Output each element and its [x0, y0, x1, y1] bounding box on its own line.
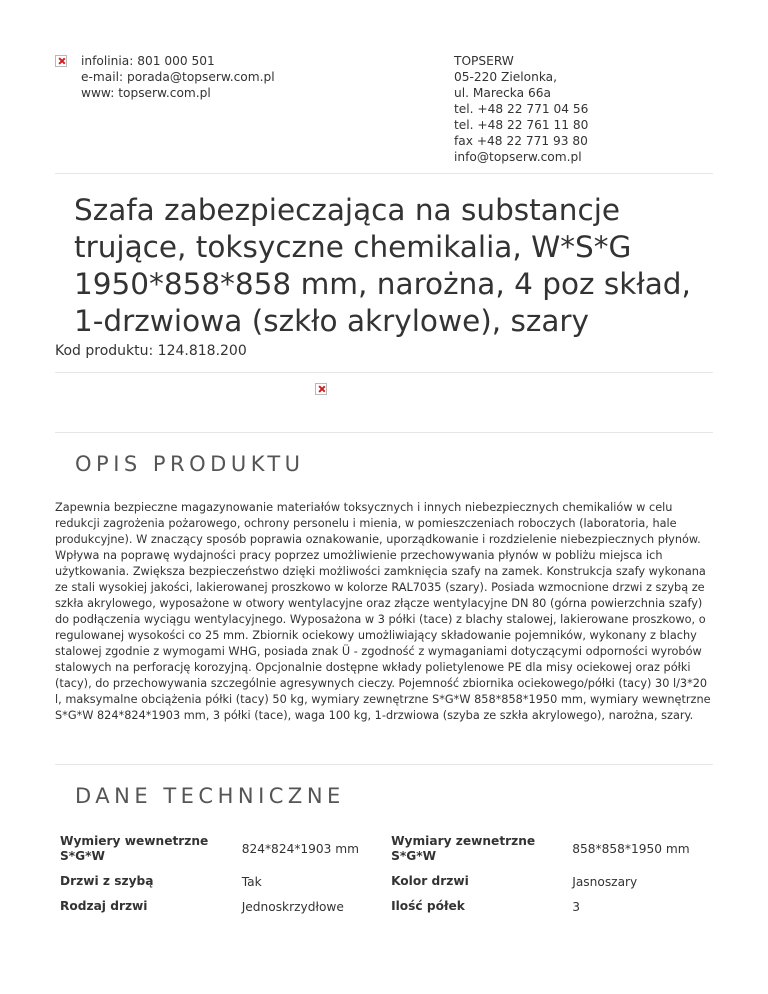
- spec-value: Tak: [241, 874, 262, 889]
- contact-info: [81, 53, 275, 101]
- description-text: Zapewnia bezpieczne magazynowanie materiałów toksycznych i innych niebezpiecznych chemikaliów w celu redukcji zagrożenia pożarowego, ochrony personelu i mienia, w pomieszczeniach roboczych (laboratoria, hale produkcyjne). W znaczący sposób poprawia oznakowanie, uporządkowanie i rozdzielenie niebezpiecznych płynów. Wpływa na poprawę wydajności pracy poprzez umożliwienie przechowywania płynów w pobliżu miejsca ich użytkowania. Zwiększa bezpieczeństwo dzięki możliwości zamknięcia szafy na zamek. Konstrukcja szafy wykonana ze stali wysokiej jakości, lakierowanej proszkowo w kolorze RAL7035 (szary). Posiada wzmocnione drzwi z szybą ze szkła akrylowego, wyposażone w otwory wentylacyjne oraz złącze wentylacyjne DN 80 (górna powierzchnia szafy) do podłączenia wyciągu wentylacyjnego. Wyposażona w 3 półki (tace) z blachy stalowej, lakierowane proszkowo, o regulowanej wysokości co 25 mm. Zbiornik ociekowy umożliwiający składowanie pojemników, wykonany z blachy stalowej zgodnie z wymogami WHG, posiada znak Ü - zgodność z wymaganiami dotyczącymi odporności wyrobów stalowych na perforację korozyjną. Opcjonalnie dostępne wkłady polietylenowe PE dla misy ociekowej oraz półki (tacy), do przechowywania szczególnie agresywnych cieczy. Pojemność zbiornika ociekowego/półki (tacy) 30 l/3*20 l, maksymalne obciążenia półki (tacy) 50 kg, wymiary zewnętrzne S*G*W 858*858*1950 mm, wymiary wewnętrzne S*G*W 824*824*1903 mm, 3 półki (tace), waga 100 kg, 1-drzwiowa (szyba ze szkła akrylowego), narożna, szary.: [55, 501, 711, 722]
- spec-label: Ilość półek: [391, 899, 465, 913]
- fax: fax +48 22 771 93 80: [454, 134, 588, 148]
- logo-image-broken-icon: [55, 55, 67, 67]
- spec-value: 824*824*1903 mm: [241, 842, 360, 856]
- phone-2: tel. +48 22 761 11 80: [454, 118, 589, 132]
- email-text: e-mail: porada@topserw.com.pl: [81, 70, 275, 84]
- spec-label: Kolor drzwi: [391, 874, 469, 888]
- technical-specs-table: [55, 829, 715, 919]
- product-image-broken-icon: [315, 383, 327, 395]
- table-row: [55, 894, 715, 919]
- company-email: info@topserw.com.pl: [454, 150, 582, 164]
- product-code: Kod produktu: 124.818.200: [55, 343, 247, 359]
- hotline-text: infolinia: 801 000 501: [81, 54, 215, 68]
- description-heading: OPIS PRODUKTU: [75, 452, 305, 476]
- divider: [55, 173, 713, 174]
- divider: [55, 764, 713, 765]
- company-name: TOPSERW: [454, 54, 514, 68]
- spec-label: Rodzaj drzwi: [60, 899, 148, 913]
- postal-code: 05-220 Zielonka,: [454, 70, 558, 84]
- spec-label: Wymiery wewnetrzne S*G*W: [60, 834, 209, 863]
- divider: [55, 372, 713, 373]
- spec-value: 3: [572, 899, 580, 914]
- street: ul. Marecka 66a: [454, 86, 551, 100]
- table-row: [55, 829, 715, 869]
- spec-label: Wymiary zewnetrzne S*G*W: [391, 834, 536, 863]
- spec-value: Jednoskrzydłowe: [241, 899, 344, 914]
- spec-value: 858*858*1950 mm: [572, 842, 690, 856]
- company-address: [454, 53, 588, 165]
- table-row: [55, 869, 715, 894]
- spec-label: Drzwi z szybą: [60, 874, 154, 888]
- spec-value: Jasnoszary: [572, 874, 638, 889]
- technical-heading: DANE TECHNICZNE: [75, 784, 345, 808]
- phone-1: tel. +48 22 771 04 56: [454, 102, 589, 116]
- product-title: Szafa zabezpieczająca na substancje trujące, toksyczne chemikalia, W*S*G 1950*858*858 mm, narożna, 4 poz skład, 1-drzwiowa (szkło akrylowe), szary: [74, 193, 691, 338]
- divider: [55, 432, 713, 433]
- website-text: www: topserw.com.pl: [81, 86, 211, 100]
